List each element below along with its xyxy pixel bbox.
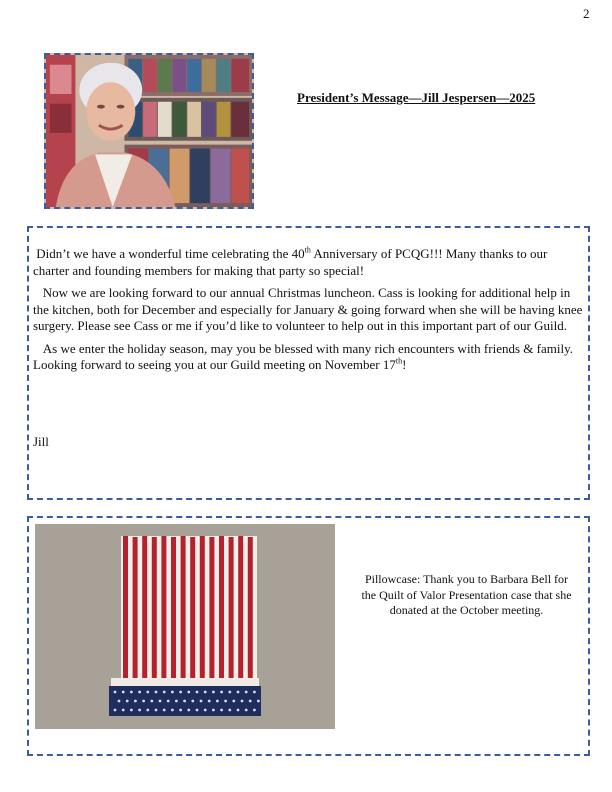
star — [142, 700, 145, 703]
star — [122, 709, 125, 712]
message-text: ! — [402, 357, 407, 372]
star — [179, 709, 182, 712]
star — [175, 700, 178, 703]
superscript: th — [304, 245, 311, 255]
stripe — [209, 537, 214, 679]
star — [220, 691, 223, 694]
message-text: Anniversary of PCQG!!! Many thanks to our charter and founding members for making that party so special! — [33, 246, 548, 278]
star — [200, 700, 203, 703]
star — [249, 700, 252, 703]
message-text: Now we are looking forward to our annual Christmas luncheon. Cass is looking for additional help in the kitchen, both for December and especially for January & going forward when she will be having knee surgery. Please see Cass or me if you’d like to volunteer to help out in this important part of our Guild. — [33, 285, 583, 333]
star — [122, 691, 125, 694]
message-text: As we enter the holiday season, may you be blessed with many rich encounters with friends & family. Looking forward to seeing you at our Guild meeting on November 17 — [33, 340, 573, 372]
star — [237, 709, 240, 712]
star — [212, 709, 215, 712]
signature: Jill — [33, 434, 49, 449]
presidents-message-box — [27, 226, 590, 500]
stripe — [181, 536, 186, 678]
star — [187, 691, 190, 694]
pillowcase-photo-image — [35, 524, 335, 729]
star — [237, 691, 240, 694]
star — [130, 691, 133, 694]
star — [204, 709, 207, 712]
star — [114, 709, 117, 712]
pillowcase-caption: Pillowcase: Thank you to Barbara Bell for the Quilt of Valor Presentation case that she donated at the October meeting. — [361, 572, 572, 617]
star — [163, 709, 166, 712]
pillowcase-photo — [35, 524, 335, 729]
stripe — [200, 536, 205, 678]
star — [155, 709, 158, 712]
stripe — [190, 537, 195, 679]
star — [212, 691, 215, 694]
message-paragraph-1 — [33, 246, 585, 279]
page-title: President’s Message—Jill Jespersen—2025 — [297, 90, 536, 105]
stripe — [238, 536, 243, 678]
star — [118, 700, 121, 703]
star — [187, 709, 190, 712]
star — [232, 700, 235, 703]
message-paragraph-3 — [33, 341, 585, 374]
star — [245, 709, 248, 712]
star — [257, 700, 260, 703]
star — [183, 700, 186, 703]
star — [163, 691, 166, 694]
stripe — [123, 536, 128, 678]
star — [146, 691, 149, 694]
star — [155, 691, 158, 694]
star — [196, 709, 199, 712]
star — [150, 700, 153, 703]
star — [171, 709, 174, 712]
superscript: th — [395, 356, 403, 366]
star — [253, 691, 256, 694]
stripe — [219, 536, 224, 678]
star — [179, 691, 182, 694]
star — [138, 691, 141, 694]
stripe — [248, 537, 253, 679]
message-body — [33, 246, 585, 380]
star — [138, 709, 141, 712]
stripe — [171, 537, 176, 679]
page-number: 2 — [583, 6, 590, 21]
star — [228, 691, 231, 694]
star — [208, 700, 211, 703]
star — [245, 691, 248, 694]
pillowcase-stripes — [121, 536, 257, 682]
star — [159, 700, 162, 703]
star — [224, 700, 227, 703]
message-text: Didn’t we have a wonderful time celebrating the 40 — [36, 246, 305, 261]
star — [196, 691, 199, 694]
star — [130, 709, 133, 712]
star — [241, 700, 244, 703]
portrait-photo — [44, 53, 254, 209]
star — [167, 700, 170, 703]
star — [216, 700, 219, 703]
stripe — [133, 537, 138, 679]
star — [220, 709, 223, 712]
message-paragraph-2 — [33, 285, 585, 335]
stripe — [142, 536, 147, 678]
star — [191, 700, 194, 703]
star — [204, 691, 207, 694]
star — [228, 709, 231, 712]
star — [114, 691, 117, 694]
star — [253, 709, 256, 712]
pillowcase-box — [27, 516, 590, 756]
star — [146, 709, 149, 712]
star — [134, 700, 137, 703]
stripe — [161, 536, 166, 678]
star — [126, 700, 129, 703]
stripe — [152, 537, 157, 679]
portrait-photo-image — [46, 55, 252, 207]
stripe — [229, 537, 234, 679]
star — [171, 691, 174, 694]
